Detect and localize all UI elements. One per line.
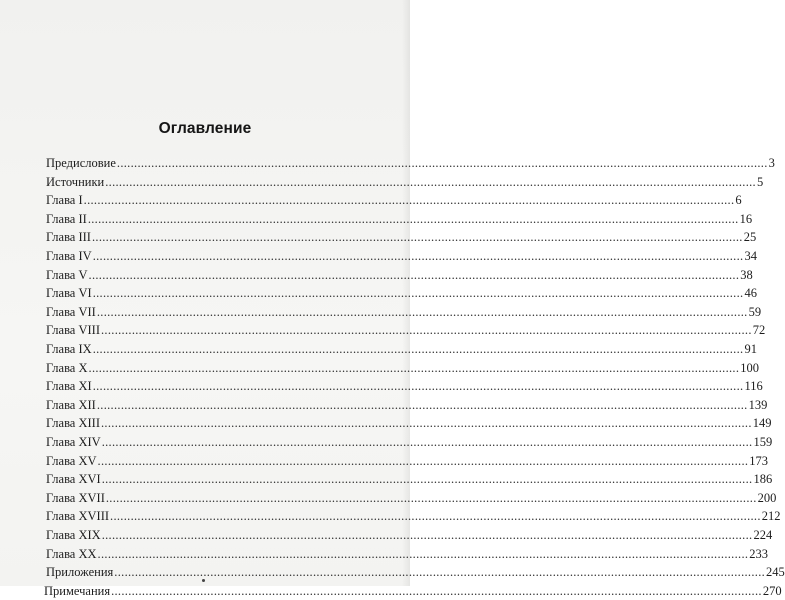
toc-entry-page: 245 (766, 565, 785, 580)
toc-entry-label: Глава XIII (46, 416, 100, 431)
toc-dot-leader (98, 545, 749, 563)
toc-entry (46, 377, 763, 395)
toc-entry (46, 452, 769, 470)
toc-dot-leader (93, 340, 744, 358)
toc-dot-leader (111, 582, 762, 600)
page-mark (202, 579, 205, 582)
toc-dot-leader (101, 321, 752, 339)
toc-entry (46, 340, 757, 358)
toc-entry-label: Примечания (44, 583, 111, 598)
toc-entry (46, 284, 757, 302)
toc-entry-label: Глава VI (46, 286, 92, 301)
toc-entry-page: 6 (735, 193, 742, 208)
toc-entry (46, 470, 773, 488)
toc-entry-label: Глава X (46, 360, 88, 375)
toc-dot-leader (110, 507, 761, 525)
toc-entry-label: Предисловие (46, 156, 116, 170)
toc-entry-label: Глава II (46, 211, 87, 226)
toc-entry-label: Глава I (46, 193, 83, 208)
toc-entry (46, 266, 753, 284)
toc-dot-leader (106, 489, 757, 507)
toc-entry (46, 489, 777, 507)
toc-entry-page: 16 (739, 211, 753, 226)
toc-entry-page: 173 (749, 453, 769, 468)
toc-entry-label: Глава VIII (46, 323, 100, 338)
toc-dot-leader (93, 284, 744, 302)
toc-entry (46, 433, 773, 451)
toc-entry (46, 545, 769, 563)
toc-entry-label: Глава VII (46, 304, 96, 319)
toc-entry-label: Глава XX (46, 546, 97, 561)
toc-entry-page: 38 (740, 267, 753, 282)
toc-entry-page: 72 (752, 323, 766, 338)
toc-entry-label: Глава XVI (46, 472, 101, 487)
toc-entry-label: Глава XVIII (46, 509, 110, 524)
toc-entry-page: 25 (743, 230, 757, 245)
toc-entry (46, 210, 753, 228)
toc-entry-label: Глава III (46, 230, 91, 245)
toc-dot-leader (97, 396, 748, 414)
toc-entry (46, 526, 773, 544)
toc-entry-label: Глава XI (46, 379, 92, 394)
toc-entry (46, 396, 768, 414)
toc-entry-page: 34 (744, 249, 757, 263)
toc-entry-label: Глава XIX (46, 528, 101, 542)
toc-entry (46, 228, 757, 246)
toc-entry-page: 3 (768, 156, 775, 170)
toc-entry-label: Глава XVII (46, 490, 105, 505)
toc-dot-leader (88, 210, 739, 228)
toc-entry-page: 270 (762, 583, 782, 598)
toc-entry-page: 149 (752, 416, 772, 431)
toc-entry (46, 173, 764, 191)
toc-dot-leader (101, 414, 752, 432)
toc-entry-label: Глава XII (46, 397, 96, 412)
toc-dot-leader (93, 377, 744, 395)
toc-entry-label: Глава V (46, 267, 88, 282)
toc-entry-page: 91 (744, 342, 757, 356)
toc-entry-page: 5 (756, 174, 764, 189)
toc-entry-page: 46 (744, 286, 757, 301)
toc-dot-leader (98, 452, 749, 470)
toc-entry-label: Источники (46, 174, 105, 189)
toc-entry-page: 212 (761, 509, 781, 524)
toc-entry-label: Глава IV (46, 249, 92, 263)
toc-entry (46, 154, 775, 172)
toc-dot-leader (92, 228, 743, 246)
toc-dot-leader (84, 191, 735, 209)
toc-dot-leader (89, 359, 740, 377)
toc-entry (46, 507, 781, 525)
toc-dot-leader (102, 433, 753, 451)
toc-entry (44, 582, 782, 600)
toc-entry (46, 563, 785, 581)
toc-entry (46, 359, 760, 377)
toc-entry-page: 59 (748, 304, 762, 319)
toc-entry (46, 303, 762, 321)
toc-entry-page: 200 (757, 490, 777, 505)
toc-dot-leader (93, 247, 744, 265)
toc-entry-page: 224 (753, 528, 773, 542)
toc-entry (46, 414, 772, 432)
toc-dot-leader (102, 470, 753, 488)
toc-entry-label: Глава IX (46, 342, 92, 356)
toc-entry-page: 186 (753, 472, 773, 487)
toc-dot-leader (117, 154, 768, 172)
toc-entry-page: 233 (749, 546, 769, 561)
toc-dot-leader (89, 266, 740, 284)
toc-dot-leader (105, 173, 756, 191)
page-title: Оглавление (158, 120, 252, 137)
toc-entry-page: 116 (744, 379, 763, 394)
toc-dot-leader (102, 526, 753, 544)
toc-entry (46, 247, 757, 265)
toc-dot-leader (114, 563, 765, 581)
toc-entry (46, 321, 766, 339)
toc-entry-label: Приложения (46, 565, 114, 580)
toc-entry-page: 100 (740, 360, 760, 375)
toc-entry-label: Глава XIV (46, 435, 101, 449)
toc-entry (46, 191, 742, 209)
toc-entry-label: Глава XV (46, 453, 97, 468)
toc-dot-leader (97, 303, 748, 321)
toc-entry-page: 139 (748, 397, 768, 412)
toc-entry-page: 159 (753, 435, 773, 449)
